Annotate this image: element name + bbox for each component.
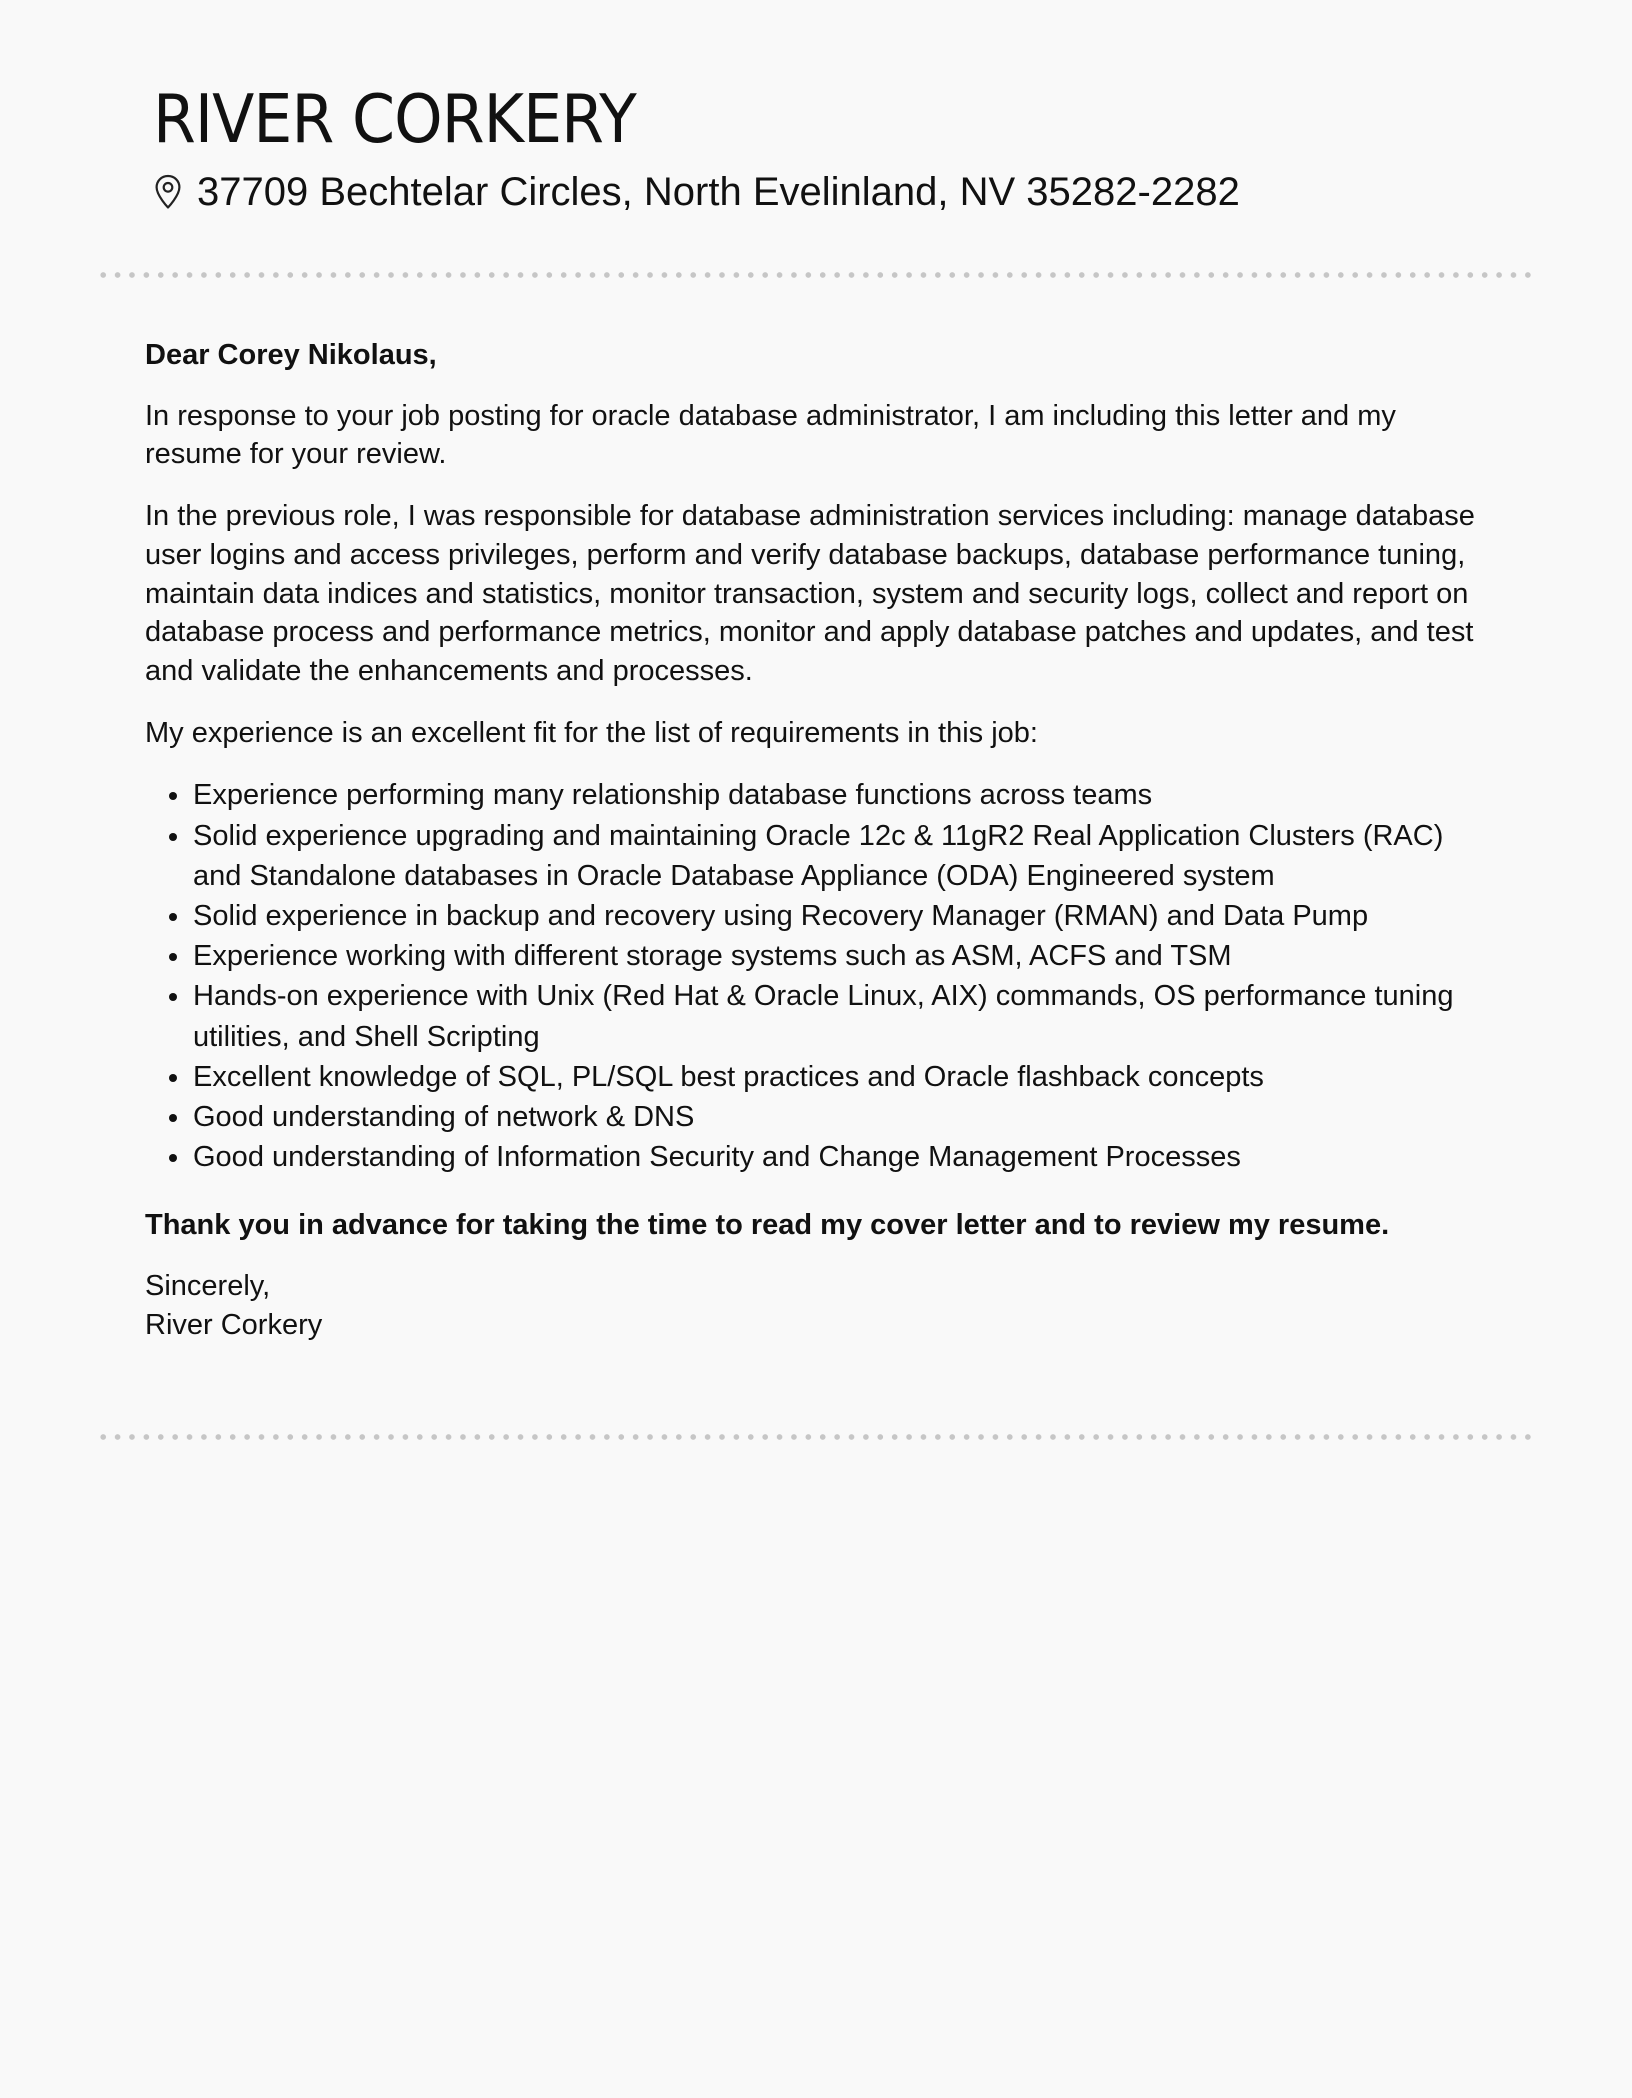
intro-paragraph: In response to your job posting for oracle database administrator, I am including this letter and my resume for your review. (145, 399, 1396, 471)
list-item: Excellent knowledge of SQL, PL/SQL best practices and Oracle flashback concepts (193, 1057, 1490, 1097)
signoff: Sincerely, (145, 1270, 271, 1303)
requirements-list (145, 775, 1490, 1177)
closing-statement: Thank you in advance for taking the time to read my cover letter and to review my resume. (145, 1209, 1390, 1242)
list-item: Solid experience in backup and recovery using Recovery Manager (RMAN) and Data Pump (193, 896, 1490, 936)
experience-paragraph: In the previous role, I was responsible for database administration services including: manage database user logins and access privileges, perform and verify database backups, database performance tuning, maintain data indices and statistics, monitor transaction, system and security logs, collect and report on database process and performance metrics, monitor and apply database patches and updates, and test and validate the enhancements and processes. (145, 500, 1475, 687)
list-item: Solid experience upgrading and maintaining Oracle 12c & 11gR2 Real Application Clusters (RAC) and Standalone databases in Oracle Database Appliance (ODA) Engineered system (193, 816, 1490, 896)
address-row (153, 164, 1533, 220)
letter-header (153, 78, 1533, 220)
applicant-address: 37709 Bechtelar Circles, North Evelinland, NV 35282-2282 (197, 170, 1240, 214)
list-item: Hands-on experience with Unix (Red Hat & Oracle Linux, AIX) commands, OS performance tuning utilities, and Shell Scripting (193, 976, 1490, 1056)
top-dotted-divider (96, 272, 1536, 278)
letter-body (145, 336, 1490, 1344)
list-item: Experience performing many relationship database functions across teams (193, 775, 1490, 815)
signature-name: River Corkery (145, 1308, 323, 1341)
map-pin-icon (153, 173, 183, 211)
list-item: Good understanding of network & DNS (193, 1097, 1490, 1137)
list-item: Experience working with different storage systems such as ASM, ACFS and TSM (193, 936, 1490, 976)
salutation: Dear Corey Nikolaus, (145, 339, 437, 371)
bottom-dotted-divider (96, 1434, 1536, 1440)
applicant-name: RIVER CORKERY (153, 80, 636, 158)
fit-paragraph: My experience is an excellent fit for the list of requirements in this job: (145, 716, 1038, 749)
list-item: Good understanding of Information Security and Change Management Processes (193, 1137, 1490, 1177)
